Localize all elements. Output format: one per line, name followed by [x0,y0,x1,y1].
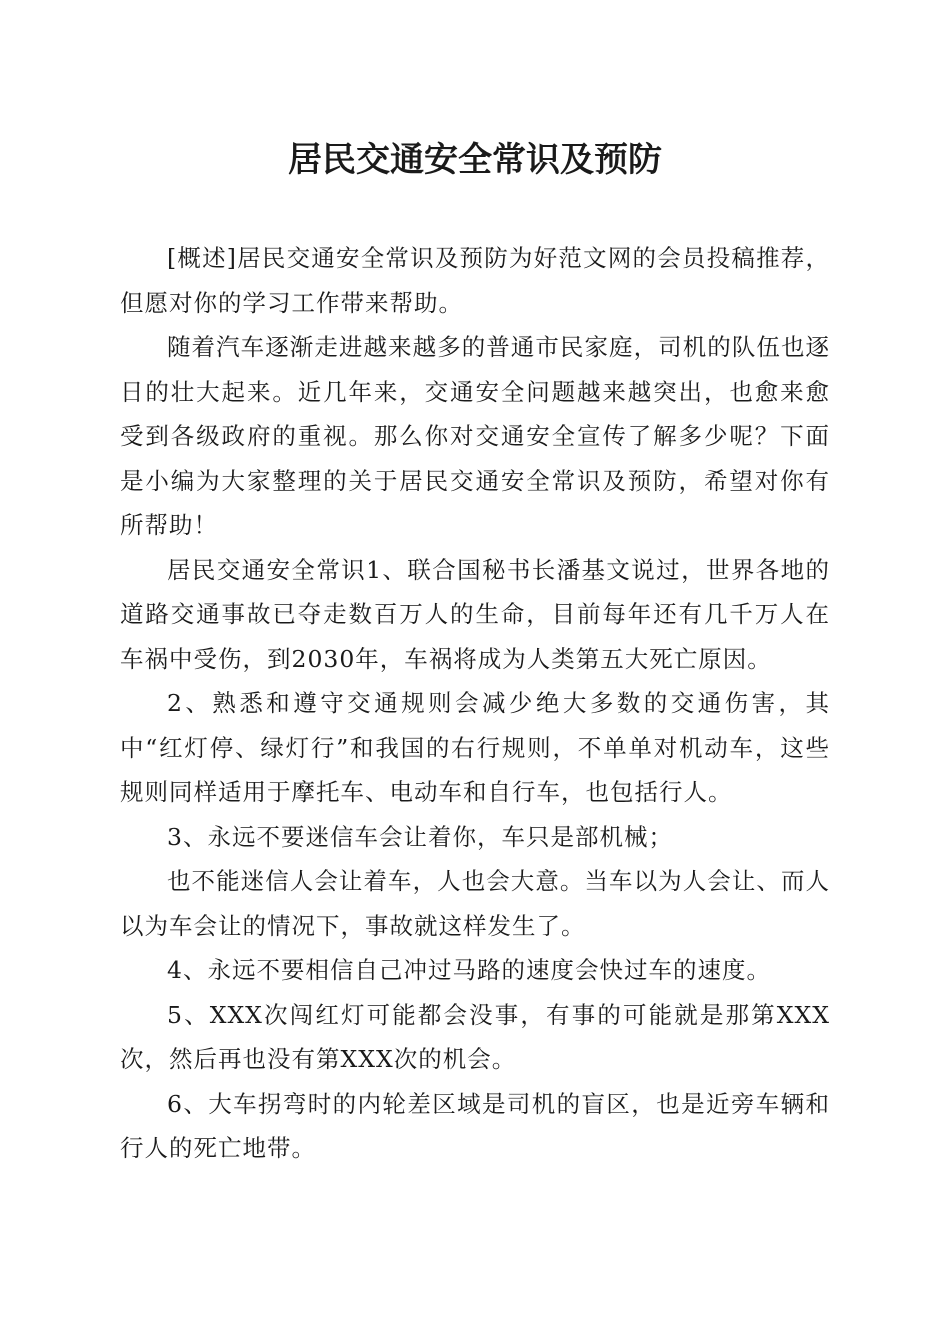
paragraph-tip-1: 居民交通安全常识1、联合国秘书长潘基文说过，世界各地的道路交通事故已夺走数百万人的生命，目前每年还有几千万人在车祸中受伤，到2030年，车祸将成为人类第五大死亡原因。 [120,555,830,673]
paragraph-tip-2: 2、熟悉和遵守交通规则会减少绝大多数的交通伤害，其中“红灯停、绿灯行”和我国的右行规则，不单单对机动车，这些规则同样适用于摩托车、电动车和自行车，也包括行人。 [120,689,830,806]
document-body [120,236,830,1171]
paragraph-tip-3-continued: 也不能迷信人会让着车，人也会大意。当车以为人会让、而人以为车会让的情况下，事故就这样发生了。 [120,867,830,940]
paragraph-background: 随着汽车逐渐走进越来越多的普通市民家庭，司机的队伍也逐日的壮大起来。近几年来，交通安全问题越来越突出，也愈来愈受到各级政府的重视。那么你对交通安全宣传了解多少呢？下面是小编为大家整理的关于居民交通安全常识及预防，希望对你有所帮助！ [120,333,830,539]
paragraph-intro: [概述]居民交通安全常识及预防为好范文网的会员投稿推荐，但愿对你的学习工作带来帮助。 [120,244,830,317]
paragraph-tip-4: 4、永远不要相信自己冲过马路的速度会快过车的速度。 [167,956,771,984]
paragraph-tip-5: 5、XXX次闯红灯可能都会没事，有事的可能就是那第XXX次，然后再也没有第XXX次的机会。 [120,1000,830,1073]
document-title: 居民交通安全常识及预防 [288,140,662,180]
paragraph-tip-6: 6、大车拐弯时的内轮差区域是司机的盲区，也是近旁车辆和行人的死亡地带。 [120,1089,830,1162]
paragraph-tip-3: 3、永远不要迷信车会让着你，车只是部机械； [167,822,673,851]
